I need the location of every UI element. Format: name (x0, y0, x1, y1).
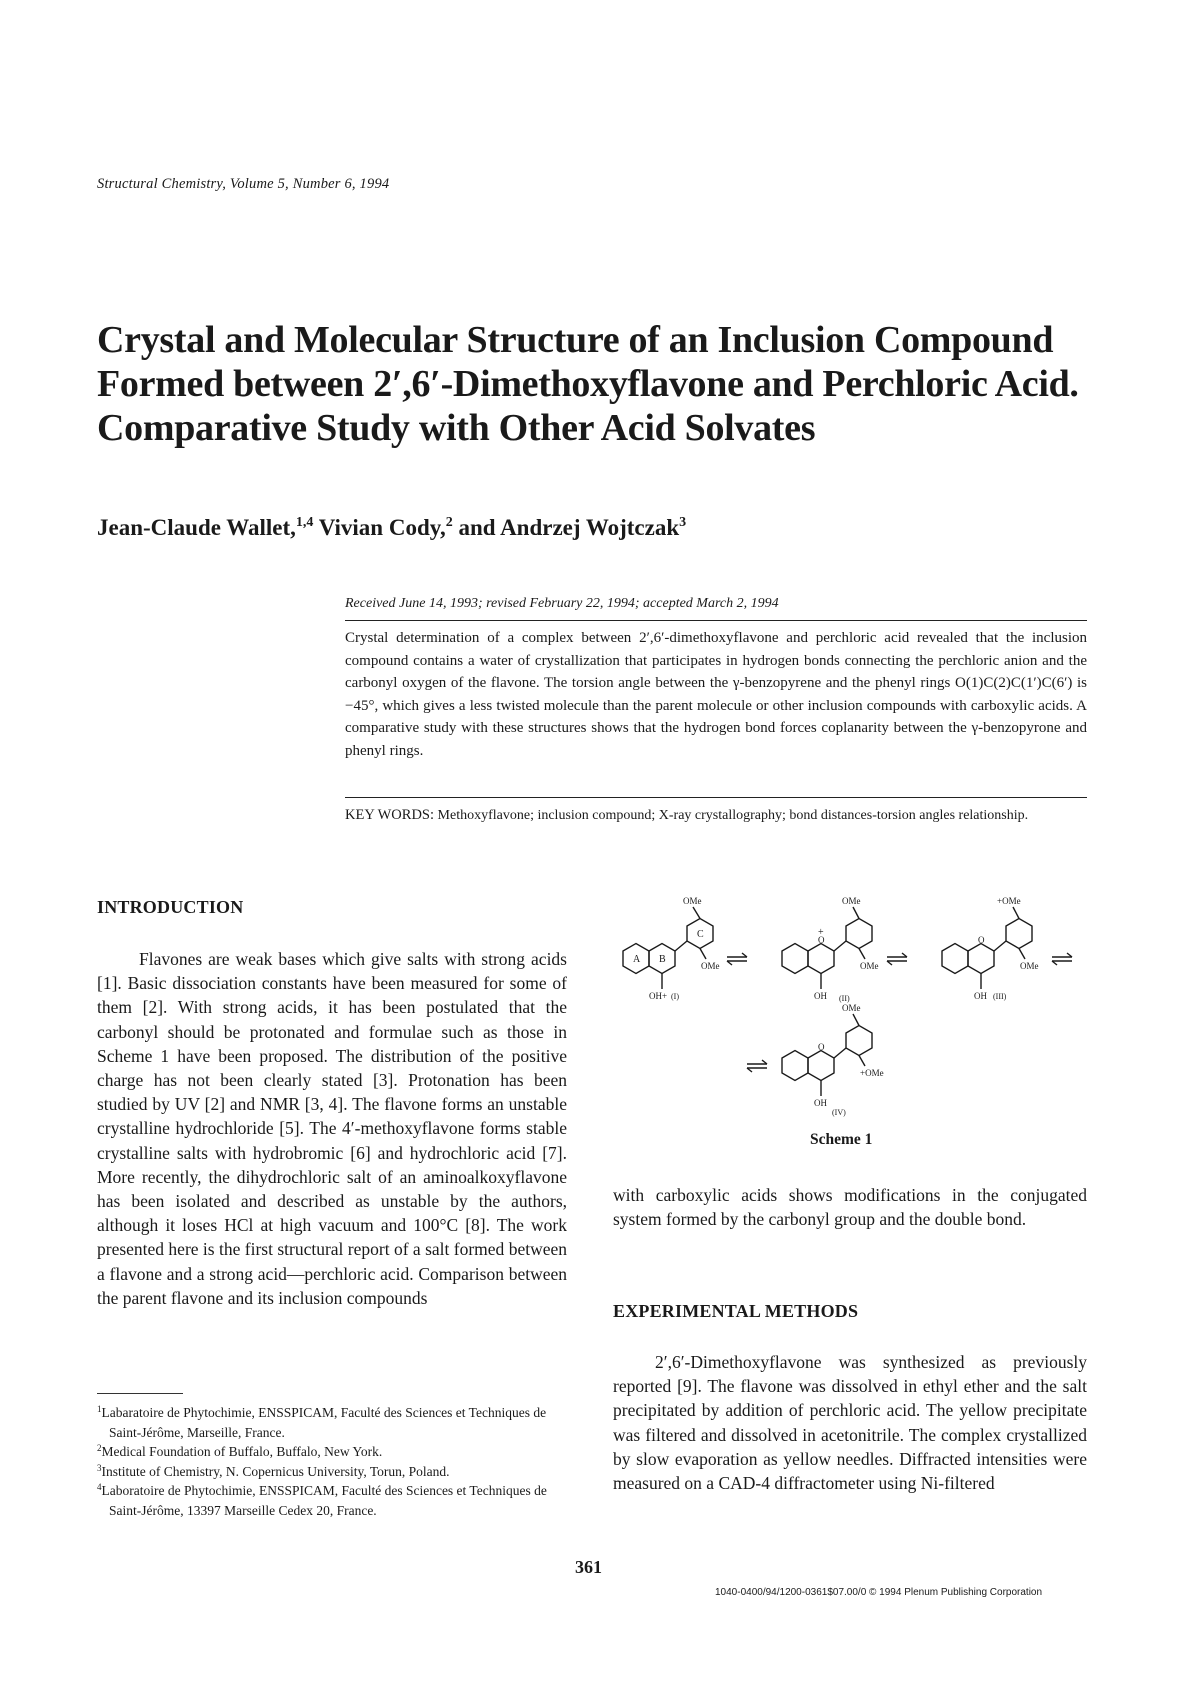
keywords-label: KEY WORDS: (345, 807, 435, 823)
title-line-1: Crystal and Molecular Structure of an Inclusion Compound (97, 319, 1054, 361)
s2-ome-bottom: OMe (860, 961, 879, 971)
s2-label: (II) (839, 994, 850, 1003)
s2-oxygen: O (818, 935, 825, 945)
s3-label: (III) (993, 992, 1007, 1001)
footnote-rule (97, 1393, 183, 1394)
s1-label: (I) (671, 992, 679, 1001)
structure-3 (942, 907, 1032, 989)
copyright-line: 1040-0400/94/1200-0361$07.00/0 © 1994 Plenum Publishing Corporation (715, 1587, 1043, 1598)
s3-oh: OH (974, 991, 987, 1001)
introduction-body (97, 947, 567, 1310)
title-line-2: Formed between 2′,6′-Dimethoxyflavone and Perchloric Acid. (97, 363, 1079, 405)
footnote-2 (97, 1442, 572, 1462)
s4-oh: OH (814, 1098, 827, 1108)
equilibrium-arrow-2 (887, 953, 907, 965)
s2-plus: + (818, 927, 824, 938)
equilibrium-arrow-1 (727, 953, 747, 965)
journal-header: Structural Chemistry, Volume 5, Number 6, 1994 (97, 176, 390, 192)
s2-oh: OH (814, 991, 827, 1001)
experimental-body (613, 1350, 1087, 1495)
abstract-top-rule (345, 620, 1087, 621)
article-title (97, 318, 1097, 450)
introduction-paragraph: Flavones are weak bases which give salts with strong acids [1]. Basic dissociation constants have been measured for some of them [2]. With strong acids, it has been postulated that the carbonyl should be protonated and formulae such as those in Scheme 1 have been proposed. The distribution of the positive charge has not been clearly stated [3]. Protonation has been studied by UV [2] and NMR [3, 4]. The flavone forms an unstable crystalline hydrochloride [5]. The 4′-methoxyflavone forms stable crystalline salts with hydrobromic [6] and hydrochloric acid [7]. More recently, the dihydrochloric salt of an aminoalkoxyflavone has been isolated and described as unstable by the authors, although it loses HCl at high vacuum and 100°C [8]. The work presented here is the first structural report of a salt formed between a flavone and a strong acid—perchloric acid. Comparison between the parent flavone and its inclusion compounds (97, 949, 567, 1308)
s1-oh: OH+ (649, 991, 668, 1001)
keywords-text: Methoxyflavone; inclusion compound; X-ray crystallography; bond distances-torsion angles relationship. (437, 808, 1029, 823)
s4-ome-bottom: +OMe (860, 1068, 884, 1078)
footnote-2-text: Medical Foundation of Buffalo, Buffalo, New York. (101, 1444, 383, 1459)
footnote-4 (97, 1481, 572, 1520)
author-1-affiliation: 1,4 (295, 515, 314, 530)
author-1: Jean-Claude Wallet, (97, 515, 296, 540)
author-3-affiliation: 3 (679, 515, 687, 530)
s2-ome-top: OMe (842, 896, 861, 906)
keywords (345, 805, 1087, 826)
equilibrium-arrow-4 (747, 1060, 767, 1072)
footnote-1 (97, 1403, 572, 1442)
footnote-1-marker: 1 (97, 1404, 102, 1414)
ring-c-label: C (697, 929, 704, 940)
abstract: Crystal determination of a complex between 2′,6′-dimethoxyflavone and perchloric acid revealed that the inclusion compound contains a water of crystallization that participates in hydrogen bonds connecting the perchloric anion and the carbonyl oxygen of the flavone. The torsion angle between the γ-benzopyrene and the phenyl rings O(1)C(2)C(1′)C(6′) is −45°, which gives a less twisted molecule than the parent molecule or other inclusion compounds with carboxylic acids. A comparative study with these structures shows that the hydrogen bond forces coplanarity between the γ-benzopyrone and phenyl rings. (345, 630, 1087, 759)
footnote-4-marker: 4 (97, 1482, 102, 1492)
footnote-3 (97, 1462, 572, 1482)
s4-ome-top: OMe (842, 1003, 861, 1013)
footnote-3-text: Institute of Chemistry, N. Copernicus University, Torun, Poland. (101, 1463, 450, 1479)
author-list (97, 515, 686, 541)
ring-b-label: B (659, 954, 666, 965)
footnote-3-marker: 3 (97, 1462, 102, 1473)
continuation-paragraph: with carboxylic acids shows modifications in the conjugated system formed by the carbonyl group and the double bond. (613, 1185, 1087, 1230)
s1-ome-top: OMe (683, 896, 702, 906)
author-3: Andrzej Wojtczak (500, 515, 680, 540)
scheme-1-figure (617, 893, 1087, 1128)
author-conjunction: and (458, 515, 496, 540)
author-2-affiliation: 2 (445, 515, 453, 530)
page-number: 361 (575, 1557, 602, 1577)
footnote-2-marker: 2 (97, 1443, 102, 1453)
abstract-bottom-rule (345, 797, 1087, 798)
s4-label: (IV) (832, 1108, 846, 1117)
structure-1 (623, 907, 713, 989)
footnote-1-text: Labaratoire de Phytochimie, ENSSPICAM, Faculté des Sciences et Techniques de Saint-Jérôme, Marseille, France. (101, 1405, 547, 1440)
experimental-heading: EXPERIMENTAL METHODS (613, 1301, 859, 1321)
continuation-text (613, 1183, 1087, 1231)
footnotes (97, 1403, 572, 1520)
ring-a-label: A (633, 954, 641, 965)
experimental-paragraph: 2′,6′-Dimethoxyflavone was synthesized as previously reported [9]. The flavone was dissolved in ethyl ether and the salt precipitated by addition of perchloric acid. The yellow precipitate was filtered and dissolved in acetonitrile. The complex crystallized by slow evaporation as yellow needles. Diffracted intensities were measured on a CAD-4 diffractometer using Ni-filtered (613, 1352, 1087, 1494)
title-line-3: Comparative Study with Other Acid Solvates (97, 407, 816, 449)
s3-oxygen: O (978, 935, 985, 945)
structure-4 (782, 1014, 872, 1096)
received-dates: Received June 14, 1993; revised February 22, 1994; accepted March 2, 1994 (345, 596, 779, 611)
s1-ome-bottom: OMe (701, 961, 720, 971)
author-2: Vivian Cody, (318, 515, 446, 540)
s4-oxygen: O (818, 1042, 825, 1052)
s3-ome-bottom: OMe (1020, 961, 1039, 971)
footnote-4-text: Laboratoire de Phytochimie, ENSSPICAM, Faculté des Sciences et Techniques de Saint-Jérôme, 13397 Marseille Cedex 20, France. (101, 1483, 547, 1518)
equilibrium-arrow-3 (1052, 953, 1072, 965)
scheme-caption: Scheme 1 (810, 1131, 873, 1148)
introduction-heading: INTRODUCTION (97, 897, 244, 917)
s3-ome-top: +OMe (997, 896, 1021, 906)
structure-2 (782, 907, 872, 989)
